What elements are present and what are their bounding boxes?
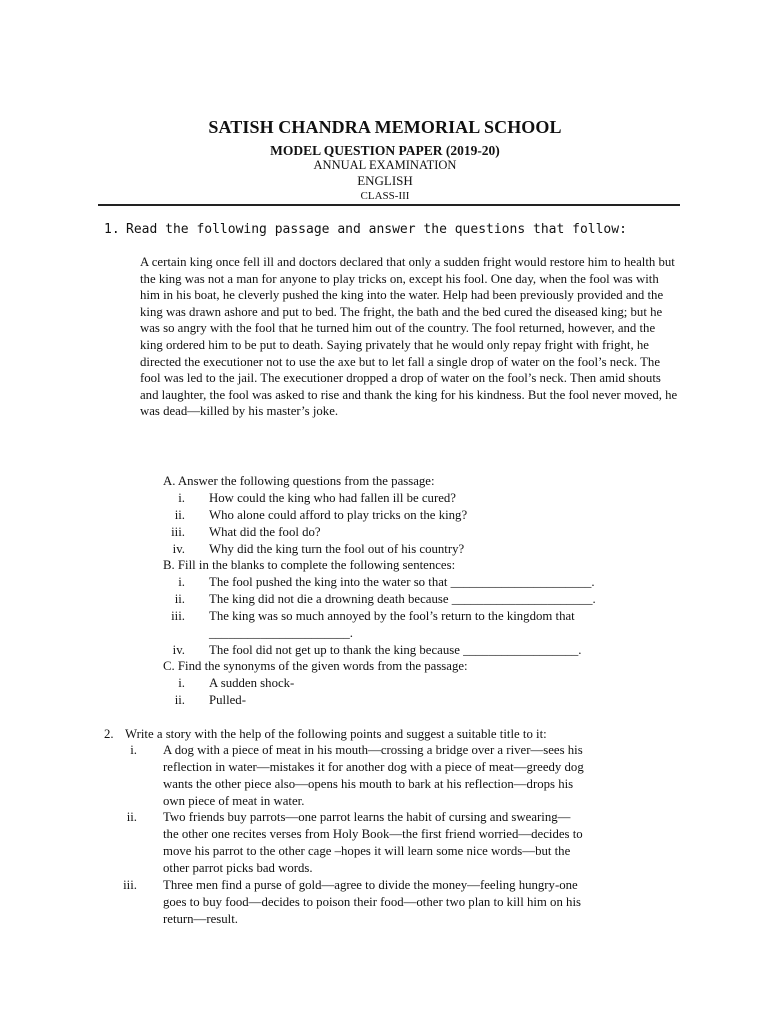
exam-name: ANNUAL EXAMINATION bbox=[313, 158, 457, 172]
question-2-text: Write a story with the help of the following points and suggest a suitable title to it: bbox=[125, 727, 547, 741]
question-1-prompt bbox=[104, 222, 684, 237]
subject-name: ENGLISH bbox=[357, 173, 413, 188]
class-name: CLASS-III bbox=[360, 190, 410, 202]
question-1-number: 1. bbox=[104, 222, 120, 237]
question-1-text: Read the following passage and answer the questions that follow: bbox=[126, 222, 627, 237]
section-a-label: A. Answer the following questions from the passage: bbox=[163, 474, 435, 488]
section-c-label: C. Find the synonyms of the given words from the passage: bbox=[163, 659, 468, 673]
section-b-label: B. Fill in the blanks to complete the following sentences: bbox=[163, 558, 456, 572]
question-2-number: 2. bbox=[104, 727, 114, 741]
paper-title: MODEL QUESTION PAPER (2019-20) bbox=[270, 143, 500, 158]
reading-passage: A certain king once fell ill and doctors declared that only a sudden fright would restore him to health but the king was not a man for anyone to play tricks on, except his fool. One day, when the fool was with him in his boat, he cleverly pushed the king into the water. Help had been previously provided and the king was drawn ashore and put to bed. The fright, the bath and the bed cured the diseased king; but he was so angry with the fool that he turned him out of the country. The fool returned, however, and the king ordered him to be put to death. Saying privately that he would only repay fright with fright, he directed the executioner not to use the axe but to let fall a single drop of water on the fool’s neck. The fool was led to the jail. The executioner dropped a drop of water on the fool’s neck. Then amid shouts and laughter, the fool was asked to rise and thank the king for his kindness. But the fool never moved, he was dead—killed by his master’s joke. bbox=[140, 255, 678, 419]
header-divider bbox=[98, 204, 680, 206]
question-paper-page: SATISH CHANDRA MEMORIAL SCHOOL MODEL QUESTION PAPER (2019-20) ANNUAL EXAMINATION ENGLISH CLASS-III 1. Read the following passage and answer the questions that follow: A certain king once fell ill and doctors declared that only a sudden fright would restore him to health but the king was not a man for anyone to play tricks on, except his fool. One day, when the fool was with him in his boat, he cleverly pushed the king into the water. Help had been previously provided and the king was drawn ashore and put to bed. The fright, the bath and the bed cured the diseased king; but he was so angry with the fool that he turned him out of the country. The fool returned, however, and the king ordered him to be put to death. Saying privately that he would only repay fright with fright, he directed the executioner not to use the axe but to let fall a single drop of water on the fool’s neck. The fool was led to the jail. The executioner dropped a drop of water on the fool’s neck. Then amid shouts and laughter, the fool was asked to rise and thank the king for his kindness. But the fool never moved, he was dead—killed by his master’s joke. A. Answer the following questions from the passage: i. How could the king who had fallen ill be cured? ii. Who alone could afford to play tricks on the king? iii. What did the fool do? iv. Why did the king turn the fool out of his country? B. Fill in the blanks to complete the following sentences: i. The fool pushed the king into the water so that ______________________. ii. The king did not die a drowning death because ______________________. iii. The king was so much annoyed by the fool’s return to the kingdom that ______________________. iv. The fool did not get up to thank the king because __________________. C. Find the synonyms of the given words from the passage: i. A sudden shock- ii. Pulled- 2. Write a story with the help of the following points and suggest a suitable title to it: i. A dog with a piece of meat in his mouth—crossing a bridge over a river—sees his reflection in water—mistakes it for another dog with a piece of meat—greedy dog wants the other piece also—opens his mouth to bark at his reflection—drops his own piece of meat in water. ii. Two friends buy parrots—one parrot learns the habit of cursing and swearing— the other one recites verses from Holy Book—the first friend worried—decides to move his parrot to the other cage –hopes it will learn some nice words—but the other parrot picks bad words. iii. Three men find a purse of gold—agree to divide the money—feeling hungry-one goes to buy food—decides to poison their food—other two plan to kill him on his return—result. bbox=[0, 0, 770, 1024]
school-name: SATISH CHANDRA MEMORIAL SCHOOL bbox=[208, 117, 562, 137]
